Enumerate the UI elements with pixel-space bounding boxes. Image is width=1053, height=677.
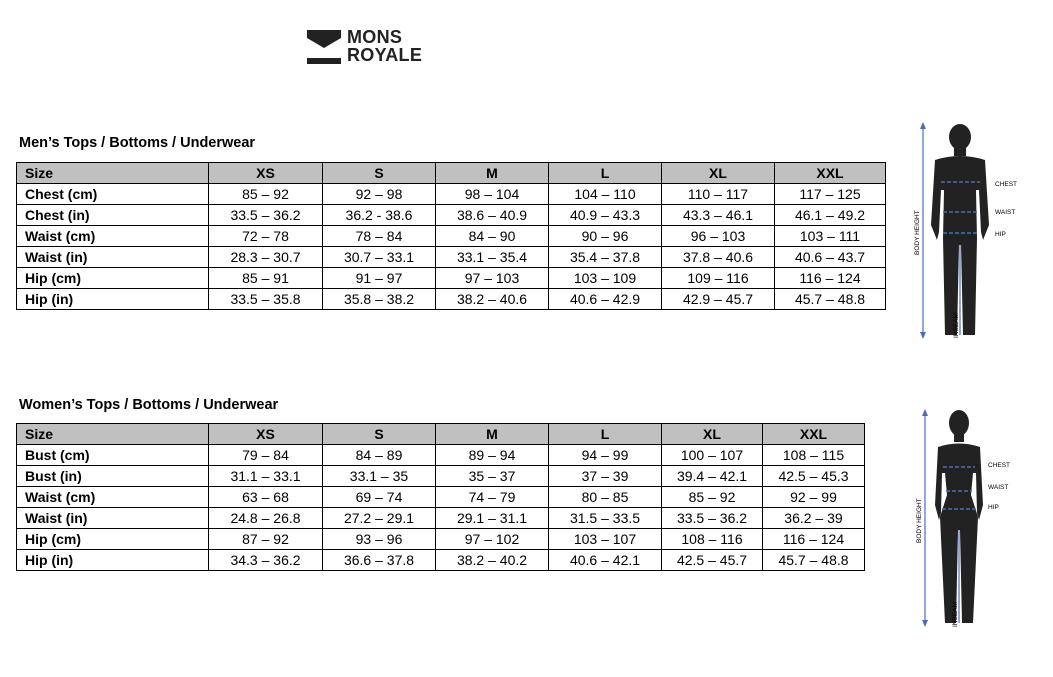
row-label: Hip (cm) bbox=[17, 268, 209, 289]
size-header-l: L bbox=[549, 163, 662, 184]
table-row bbox=[17, 268, 886, 289]
table-cell: 40.9 – 43.3 bbox=[549, 205, 662, 226]
brand-line-1: MONS bbox=[347, 27, 403, 47]
brand-line-2: ROYALE bbox=[347, 45, 423, 65]
table-cell: 33.5 – 35.8 bbox=[209, 289, 323, 310]
size-header-s: S bbox=[323, 424, 436, 445]
table-row bbox=[17, 466, 865, 487]
table-row bbox=[17, 184, 886, 205]
table-row bbox=[17, 550, 865, 571]
table-cell: 85 – 92 bbox=[209, 184, 323, 205]
table-cell: 103 – 111 bbox=[775, 226, 886, 247]
table-row bbox=[17, 445, 865, 466]
table-header-row bbox=[17, 163, 886, 184]
table-cell: 69 – 74 bbox=[323, 487, 436, 508]
table-cell: 45.7 – 48.8 bbox=[775, 289, 886, 310]
table-cell: 27.2 – 29.1 bbox=[323, 508, 436, 529]
table-cell: 42.9 – 45.7 bbox=[662, 289, 775, 310]
body-height-label: BODY HEIGHT bbox=[916, 498, 923, 543]
row-label: Hip (cm) bbox=[17, 529, 209, 550]
table-cell: 98 – 104 bbox=[436, 184, 549, 205]
table-cell: 42.5 – 45.7 bbox=[662, 550, 763, 571]
table-cell: 28.3 – 30.7 bbox=[209, 247, 323, 268]
table-cell: 74 – 79 bbox=[436, 487, 549, 508]
table-cell: 42.5 – 45.3 bbox=[763, 466, 865, 487]
table-cell: 116 – 124 bbox=[763, 529, 865, 550]
table-cell: 84 – 90 bbox=[436, 226, 549, 247]
mens-body-figure bbox=[905, 120, 1030, 342]
row-label: Bust (cm) bbox=[17, 445, 209, 466]
row-label: Hip (in) bbox=[17, 289, 209, 310]
table-row bbox=[17, 508, 865, 529]
brand-wordmark bbox=[347, 28, 422, 64]
table-cell: 35.8 – 38.2 bbox=[323, 289, 436, 310]
table-cell: 94 – 99 bbox=[549, 445, 662, 466]
row-label: Chest (cm) bbox=[17, 184, 209, 205]
row-label: Waist (in) bbox=[17, 508, 209, 529]
table-cell: 92 – 98 bbox=[323, 184, 436, 205]
table-cell: 97 – 102 bbox=[436, 529, 549, 550]
size-header-l: L bbox=[549, 424, 662, 445]
table-cell: 78 – 84 bbox=[323, 226, 436, 247]
row-label: Waist (cm) bbox=[17, 487, 209, 508]
size-header-xl: XL bbox=[662, 163, 775, 184]
table-cell: 96 – 103 bbox=[662, 226, 775, 247]
table-cell: 108 – 116 bbox=[662, 529, 763, 550]
table-cell: 43.3 – 46.1 bbox=[662, 205, 775, 226]
table-cell: 37.8 – 40.6 bbox=[662, 247, 775, 268]
size-column-header: Size bbox=[17, 424, 209, 445]
waist-label: WAIST bbox=[988, 484, 1009, 491]
table-cell: 36.6 – 37.8 bbox=[323, 550, 436, 571]
table-cell: 116 – 124 bbox=[775, 268, 886, 289]
table-cell: 33.5 – 36.2 bbox=[662, 508, 763, 529]
table-cell: 117 – 125 bbox=[775, 184, 886, 205]
table-cell: 97 – 103 bbox=[436, 268, 549, 289]
table-cell: 63 – 68 bbox=[209, 487, 323, 508]
table-cell: 93 – 96 bbox=[323, 529, 436, 550]
table-cell: 36.2 - 38.6 bbox=[323, 205, 436, 226]
table-row bbox=[17, 205, 886, 226]
womens-section-title: Women’s Tops / Bottoms / Underwear bbox=[19, 397, 279, 413]
table-cell: 40.6 – 42.9 bbox=[549, 289, 662, 310]
table-cell: 37 – 39 bbox=[549, 466, 662, 487]
table-cell: 91 – 97 bbox=[323, 268, 436, 289]
size-header-m: M bbox=[436, 424, 549, 445]
table-cell: 35.4 – 37.8 bbox=[549, 247, 662, 268]
table-cell: 45.7 – 48.8 bbox=[763, 550, 865, 571]
table-cell: 90 – 96 bbox=[549, 226, 662, 247]
table-cell: 110 – 117 bbox=[662, 184, 775, 205]
table-cell: 87 – 92 bbox=[209, 529, 323, 550]
table-cell: 31.1 – 33.1 bbox=[209, 466, 323, 487]
table-cell: 100 – 107 bbox=[662, 445, 763, 466]
row-label: Chest (in) bbox=[17, 205, 209, 226]
table-cell: 38.6 – 40.9 bbox=[436, 205, 549, 226]
logo-mark-icon bbox=[307, 30, 341, 66]
table-cell: 24.8 – 26.8 bbox=[209, 508, 323, 529]
table-cell: 104 – 110 bbox=[549, 184, 662, 205]
table-cell: 30.7 – 33.1 bbox=[323, 247, 436, 268]
table-cell: 35 – 37 bbox=[436, 466, 549, 487]
womens-body-figure bbox=[905, 405, 1030, 630]
table-cell: 34.3 – 36.2 bbox=[209, 550, 323, 571]
brand-logo bbox=[307, 28, 437, 68]
table-row bbox=[17, 226, 886, 247]
hip-label: HIP bbox=[988, 504, 999, 511]
table-cell: 85 – 92 bbox=[662, 487, 763, 508]
table-cell: 46.1 – 49.2 bbox=[775, 205, 886, 226]
size-column-header: Size bbox=[17, 163, 209, 184]
table-cell: 36.2 – 39 bbox=[763, 508, 865, 529]
table-cell: 84 – 89 bbox=[323, 445, 436, 466]
size-header-xl: XL bbox=[662, 424, 763, 445]
size-header-xs: XS bbox=[209, 163, 323, 184]
table-cell: 92 – 99 bbox=[763, 487, 865, 508]
table-row bbox=[17, 289, 886, 310]
size-header-xxl: XXL bbox=[763, 424, 865, 445]
row-label: Bust (in) bbox=[17, 466, 209, 487]
table-cell: 72 – 78 bbox=[209, 226, 323, 247]
size-header-xs: XS bbox=[209, 424, 323, 445]
table-cell: 109 – 116 bbox=[662, 268, 775, 289]
inseam-label: INSEAM bbox=[952, 602, 959, 627]
row-label: Hip (in) bbox=[17, 550, 209, 571]
table-cell: 40.6 – 42.1 bbox=[549, 550, 662, 571]
table-row bbox=[17, 247, 886, 268]
table-cell: 33.1 – 35.4 bbox=[436, 247, 549, 268]
row-label: Waist (in) bbox=[17, 247, 209, 268]
table-cell: 103 – 107 bbox=[549, 529, 662, 550]
table-cell: 39.4 – 42.1 bbox=[662, 466, 763, 487]
table-cell: 38.2 – 40.6 bbox=[436, 289, 549, 310]
table-header-row bbox=[17, 424, 865, 445]
table-row bbox=[17, 487, 865, 508]
table-cell: 85 – 91 bbox=[209, 268, 323, 289]
chest-label: CHEST bbox=[995, 181, 1018, 188]
row-label: Waist (cm) bbox=[17, 226, 209, 247]
chest-label: CHEST bbox=[988, 462, 1011, 469]
table-cell: 29.1 – 31.1 bbox=[436, 508, 549, 529]
womens-size-table bbox=[16, 423, 865, 571]
table-cell: 31.5 – 33.5 bbox=[549, 508, 662, 529]
table-row bbox=[17, 529, 865, 550]
mens-size-table bbox=[16, 162, 886, 310]
table-cell: 103 – 109 bbox=[549, 268, 662, 289]
table-cell: 40.6 – 43.7 bbox=[775, 247, 886, 268]
hip-label: HIP bbox=[995, 231, 1006, 238]
table-cell: 89 – 94 bbox=[436, 445, 549, 466]
body-height-label: BODY HEIGHT bbox=[914, 210, 921, 255]
waist-label: WAIST bbox=[995, 209, 1016, 216]
table-cell: 38.2 – 40.2 bbox=[436, 550, 549, 571]
table-cell: 108 – 115 bbox=[763, 445, 865, 466]
size-header-xxl: XXL bbox=[775, 163, 886, 184]
table-cell: 80 – 85 bbox=[549, 487, 662, 508]
table-cell: 33.1 – 35 bbox=[323, 466, 436, 487]
inseam-label: INSEAM bbox=[953, 313, 960, 338]
table-cell: 79 – 84 bbox=[209, 445, 323, 466]
table-cell: 33.5 – 36.2 bbox=[209, 205, 323, 226]
mens-section-title: Men’s Tops / Bottoms / Underwear bbox=[19, 135, 256, 151]
size-header-s: S bbox=[323, 163, 436, 184]
size-header-m: M bbox=[436, 163, 549, 184]
